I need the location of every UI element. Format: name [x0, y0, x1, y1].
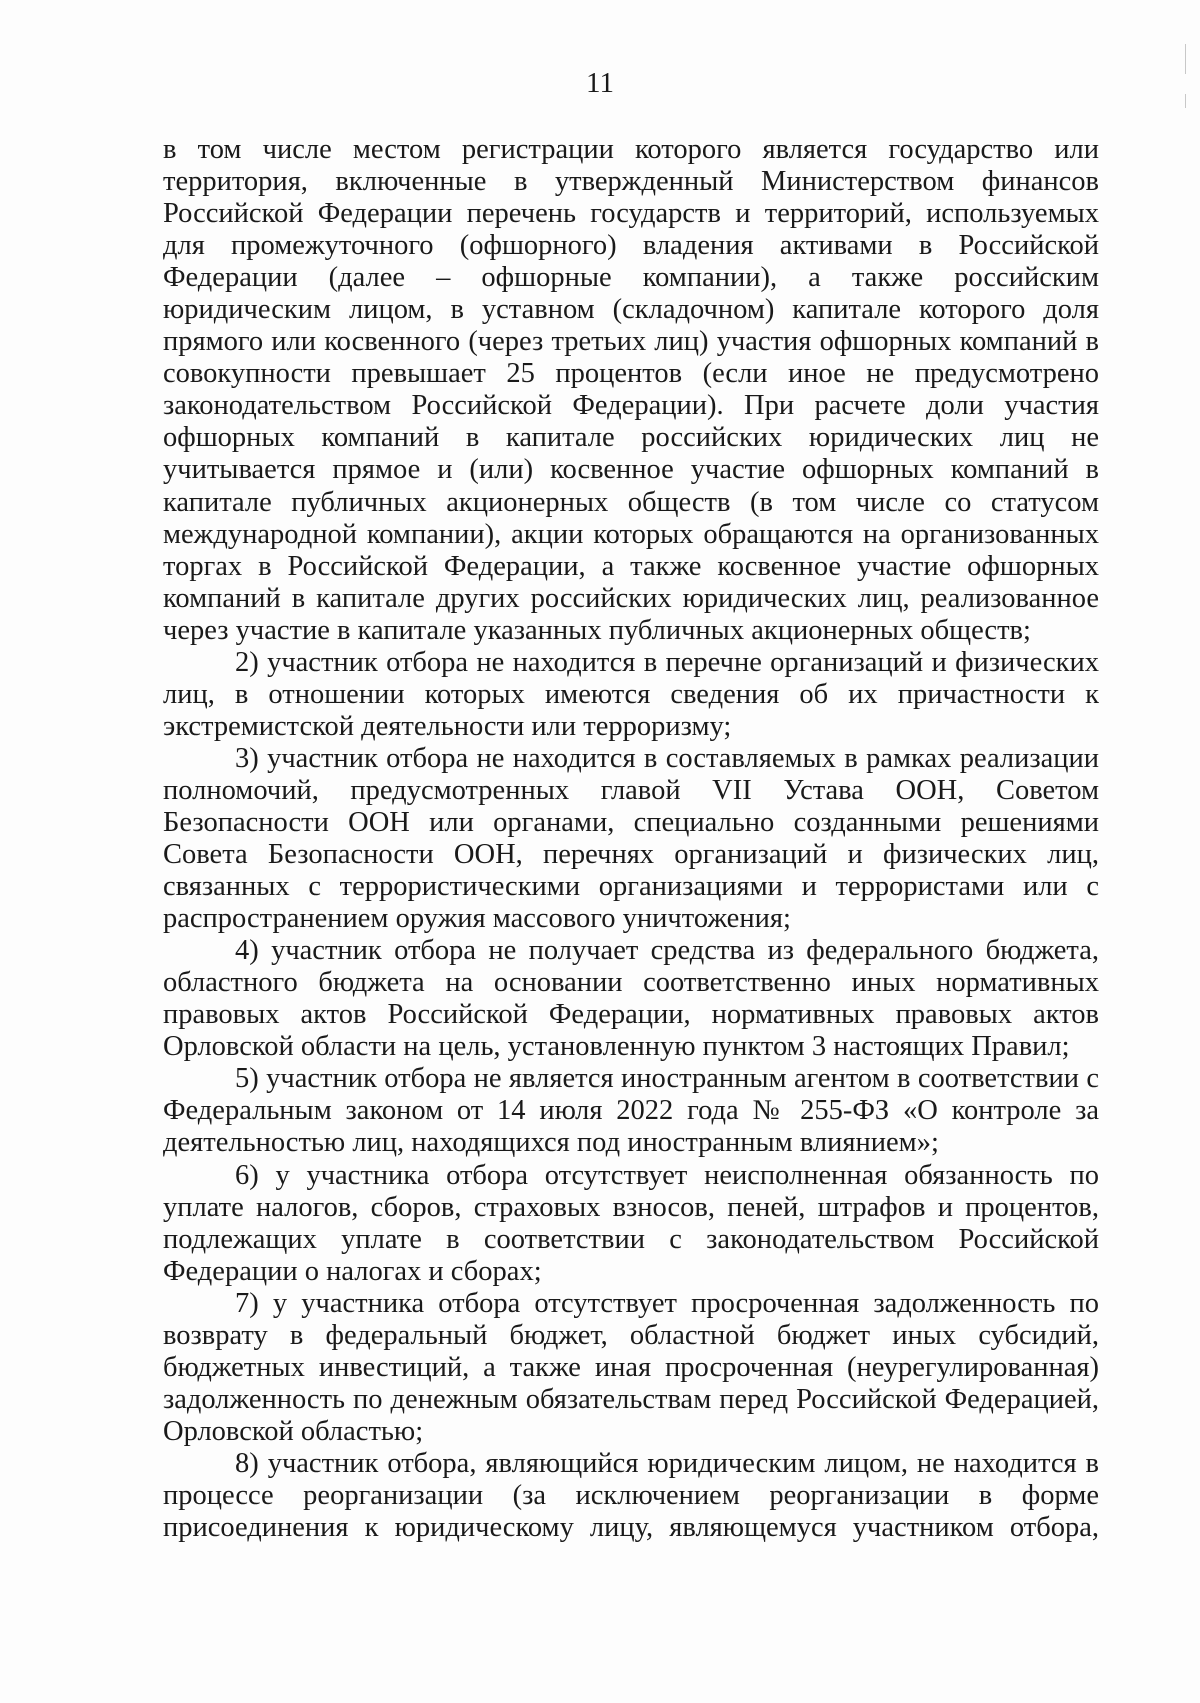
- paragraph-offshore-continuation: в том числе местом регистрации которого является государство или территория, включенные в утвержденный Министерством финансов Российской Федерации перечень государств и территорий, используемых для промежуточного (офшорного) владения активами в Российской Федерации (далее – офшорные компании), а также российским юридическим лицом, в уставном (складочном) капитале которого доля прямого или косвенного (через третьих лиц) участия офшорных компаний в совокупности превышает 25 процентов (если иное не предусмотрено законодательством Российской Федерации). При расчете доли участия офшорных компаний в капитале российских юридических лиц не учитывается прямое и (или) косвенное участие офшорных компаний в капитале публичных акционерных обществ (в том числе со статусом международной компании), акции которых обращаются на организованных торгах в Российской Федерации, а также косвенное участие офшорных компаний в капитале других российских юридических лиц, реализованное через участие в капитале указанных публичных акционерных обществ;: [163, 134, 1099, 646]
- paragraph-item-4: 4) участник отбора не получает средства из федерального бюджета, областного бюджета на основании соответственно иных нормативных правовых актов Российской Федерации, нормативных правовых актов Орловской области на цель, установленную пунктом 3 настоящих Правил;: [163, 935, 1099, 1063]
- document-body: [163, 134, 1099, 1544]
- paragraph-item-6: 6) у участника отбора отсутствует неисполненная обязанность по уплате налогов, сборов, страховых взносов, пеней, штрафов и процентов, подлежащих уплате в соответствии с законодательством Российской Федерации о налогах и сборах;: [163, 1159, 1099, 1287]
- paragraph-item-8: 8) участник отбора, являющийся юридическим лицом, не находится в процессе реорганизации (за исключением реорганизации в форме присоединения к юридическому лицу, являющемуся участником отбора,: [163, 1447, 1099, 1544]
- page-number: 11: [586, 67, 614, 99]
- paragraph-item-5: 5) участник отбора не является иностранным агентом в соответствии с Федеральным законом от 14 июля 2022 года № 255-ФЗ «О контроле за деятельностью лиц, находящихся под иностранным влиянием»;: [163, 1063, 1099, 1159]
- scan-edge-mark: [1185, 44, 1186, 74]
- scan-edge-mark: [1185, 94, 1186, 108]
- paragraph-item-3: 3) участник отбора не находится в составляемых в рамках реализации полномочий, предусмотренных главой VII Устава ООН, Советом Безопасности ООН или органами, специально созданными решениями Совета Безопасности ООН, перечнях организаций и физических лиц, связанных с террористическими организациями и террористами или с распространением оружия массового уничтожения;: [163, 742, 1099, 935]
- paragraph-item-7: 7) у участника отбора отсутствует просроченная задолженность по возврату в федеральный бюджет, областной бюджет иных субсидий, бюджетных инвестиций, а также иная просроченная (неурегулированная) задолженность по денежным обязательствам перед Российской Федерацией, Орловской областью;: [163, 1287, 1099, 1447]
- paragraph-item-2: 2) участник отбора не находится в перечне организаций и физических лиц, в отношении которых имеются сведения об их причастности к экстремистской деятельности или терроризму;: [163, 646, 1099, 742]
